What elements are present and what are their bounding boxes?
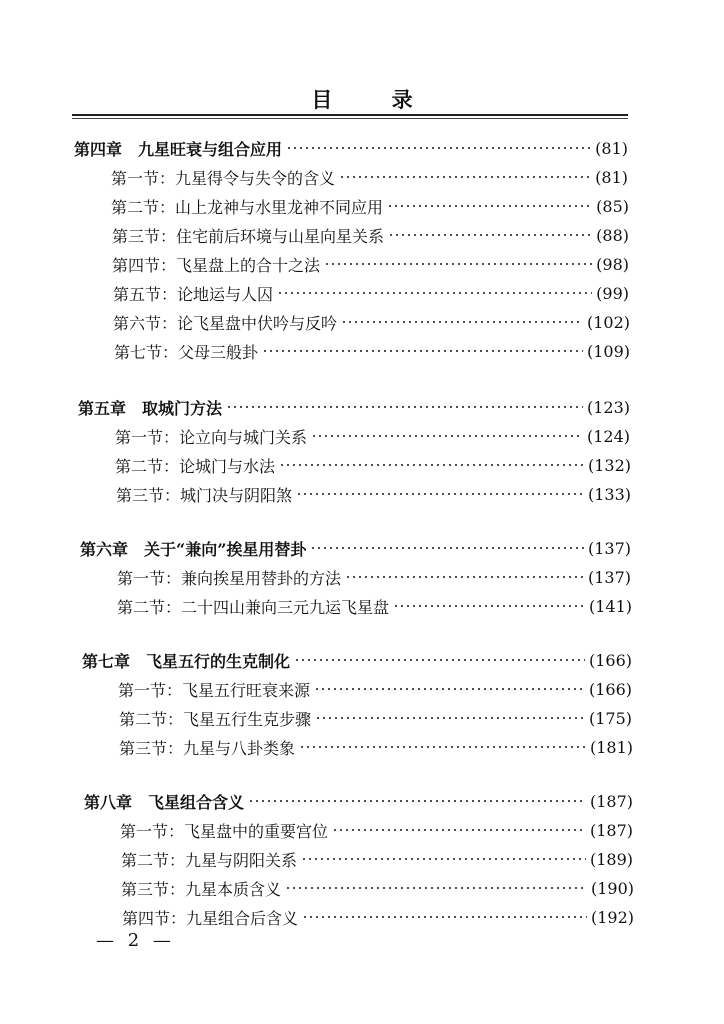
toc-entry-label: 第一节：九星得令与失令的含义	[111, 168, 336, 188]
toc-section-row[interactable]	[111, 194, 629, 218]
toc-entry-page: (141)	[588, 596, 632, 616]
toc-entry-label: 第一节：飞星盘中的重要宫位	[120, 821, 329, 841]
toc-entry-page: (190)	[590, 878, 634, 898]
dot-leader	[387, 205, 592, 207]
toc-entry-label: 第六节：论飞星盘中伏吟与反吟	[113, 313, 338, 333]
dot-leader	[296, 493, 584, 495]
toc-section-row[interactable]	[115, 424, 630, 448]
toc-entry-label: 第五章 取城门方法	[78, 398, 223, 418]
toc-entry-label: 第一节：飞星五行旺衰来源	[118, 680, 311, 700]
toc-entry-page: (175)	[588, 708, 632, 728]
toc-chapter-row[interactable]	[84, 789, 633, 813]
dot-leader	[314, 688, 585, 690]
toc-entry-page: (81)	[595, 138, 628, 158]
toc-entry-label: 第二节：论城门与水法	[115, 456, 276, 476]
toc-section-row[interactable]	[114, 339, 630, 363]
toc-entry-label: 第四章 九星旺衰与组合应用	[74, 139, 283, 159]
dot-leader	[294, 659, 585, 661]
toc-section-row[interactable]	[111, 165, 628, 189]
toc-entry-page: (132)	[587, 455, 631, 475]
toc-entry-label: 第八章 飞星组合含义	[84, 792, 245, 812]
toc-section-row[interactable]	[113, 281, 629, 305]
toc-chapter-row[interactable]	[80, 536, 631, 560]
toc-entry-page: (133)	[587, 484, 631, 504]
toc-entry-page: (187)	[589, 820, 633, 840]
toc-entry-page: (181)	[589, 737, 633, 757]
toc-section-row[interactable]	[116, 482, 631, 506]
dot-leader	[226, 406, 583, 408]
dot-leader	[393, 605, 585, 607]
dot-leader	[332, 829, 586, 831]
dot-leader	[315, 717, 585, 719]
dot-leader	[339, 176, 591, 178]
toc-entry-label: 第二节：山上龙神与水里龙神不同应用	[111, 197, 384, 217]
toc-entry-label: 第四节：飞星盘上的合十之法	[112, 255, 321, 275]
dot-leader	[279, 464, 584, 466]
toc-entry-page: (102)	[586, 312, 630, 332]
dot-leader	[299, 746, 586, 748]
toc-section-row[interactable]	[119, 706, 632, 730]
dot-leader	[301, 858, 586, 860]
toc-entry-label: 第三节：九星本质含义	[121, 879, 282, 899]
toc-section-row[interactable]	[115, 453, 631, 477]
dot-leader	[302, 916, 587, 918]
toc-entry-label: 第二节：飞星五行生克步骤	[119, 709, 312, 729]
dot-leader	[341, 321, 583, 323]
page-number: — 2 —	[96, 930, 175, 951]
dot-leader	[388, 234, 592, 236]
dot-leader	[248, 800, 586, 802]
toc-entry-label: 第二节：二十四山兼向三元九运飞星盘	[117, 597, 390, 617]
toc-section-row[interactable]	[113, 310, 630, 334]
toc-entry-page: (192)	[590, 907, 634, 927]
dot-leader	[311, 435, 583, 437]
toc-entry-page: (187)	[589, 791, 633, 811]
toc-entry-page: (166)	[588, 650, 632, 670]
dot-leader	[277, 292, 592, 294]
toc-entry-label: 第三节：九星与八卦类象	[119, 738, 296, 758]
toc-section-row[interactable]	[117, 565, 631, 589]
toc-section-row[interactable]	[112, 252, 629, 276]
toc-entry-label: 第三节：城门决与阴阳煞	[116, 485, 293, 505]
toc-section-row[interactable]	[112, 223, 629, 247]
toc-entry-page: (98)	[596, 254, 629, 274]
toc-chapter-row[interactable]	[74, 136, 628, 160]
toc-entry-label: 第二节：九星与阴阳关系	[121, 850, 298, 870]
toc-entry-page: (137)	[587, 538, 631, 558]
toc-section-row[interactable]	[117, 594, 632, 618]
toc-entry-page: (189)	[589, 849, 633, 869]
title-rule-thin	[72, 118, 628, 119]
toc-chapter-row[interactable]	[82, 648, 632, 672]
toc-entry-label: 第三节：住宅前后环境与山星向星关系	[112, 226, 385, 246]
toc-entry-page: (85)	[596, 196, 629, 216]
dot-leader	[286, 147, 591, 149]
toc-entry-page: (81)	[595, 167, 628, 187]
toc-entry-page: (109)	[586, 341, 630, 361]
toc-entry-label: 第一节：论立向与城门关系	[115, 427, 308, 447]
toc-entry-label: 第六章 关于“兼向”挨星用替卦	[80, 539, 307, 559]
toc-entry-page: (123)	[586, 397, 630, 417]
toc-section-row[interactable]	[120, 818, 633, 842]
toc-section-row[interactable]	[118, 677, 632, 701]
toc-chapter-row[interactable]	[78, 395, 630, 419]
page-title: 目 录	[311, 87, 439, 112]
toc-section-row[interactable]	[121, 876, 634, 900]
dot-leader	[262, 350, 583, 352]
toc-entry-label: 第四节：九星组合后含义	[122, 908, 299, 928]
dot-leader	[285, 887, 587, 889]
toc-entry-page: (99)	[596, 283, 629, 303]
toc-entry-label: 第五节：论地运与人囚	[113, 284, 274, 304]
toc-entry-page: (166)	[588, 679, 632, 699]
dot-leader	[345, 576, 584, 578]
dot-leader	[324, 263, 592, 265]
toc-entry-label: 第七节：父母三般卦	[114, 342, 259, 362]
toc-entry-label: 第一节：兼向挨星用替卦的方法	[117, 568, 342, 588]
dot-leader	[310, 547, 584, 549]
toc-entry-label: 第七章 飞星五行的生克制化	[82, 651, 291, 671]
toc-entry-page: (137)	[587, 567, 631, 587]
toc-entry-page: (124)	[586, 426, 630, 446]
toc-section-row[interactable]	[122, 905, 634, 929]
title-rule-thick	[72, 114, 628, 116]
toc-entry-page: (88)	[596, 225, 629, 245]
toc-section-row[interactable]	[121, 847, 633, 871]
toc-section-row[interactable]	[119, 735, 633, 759]
